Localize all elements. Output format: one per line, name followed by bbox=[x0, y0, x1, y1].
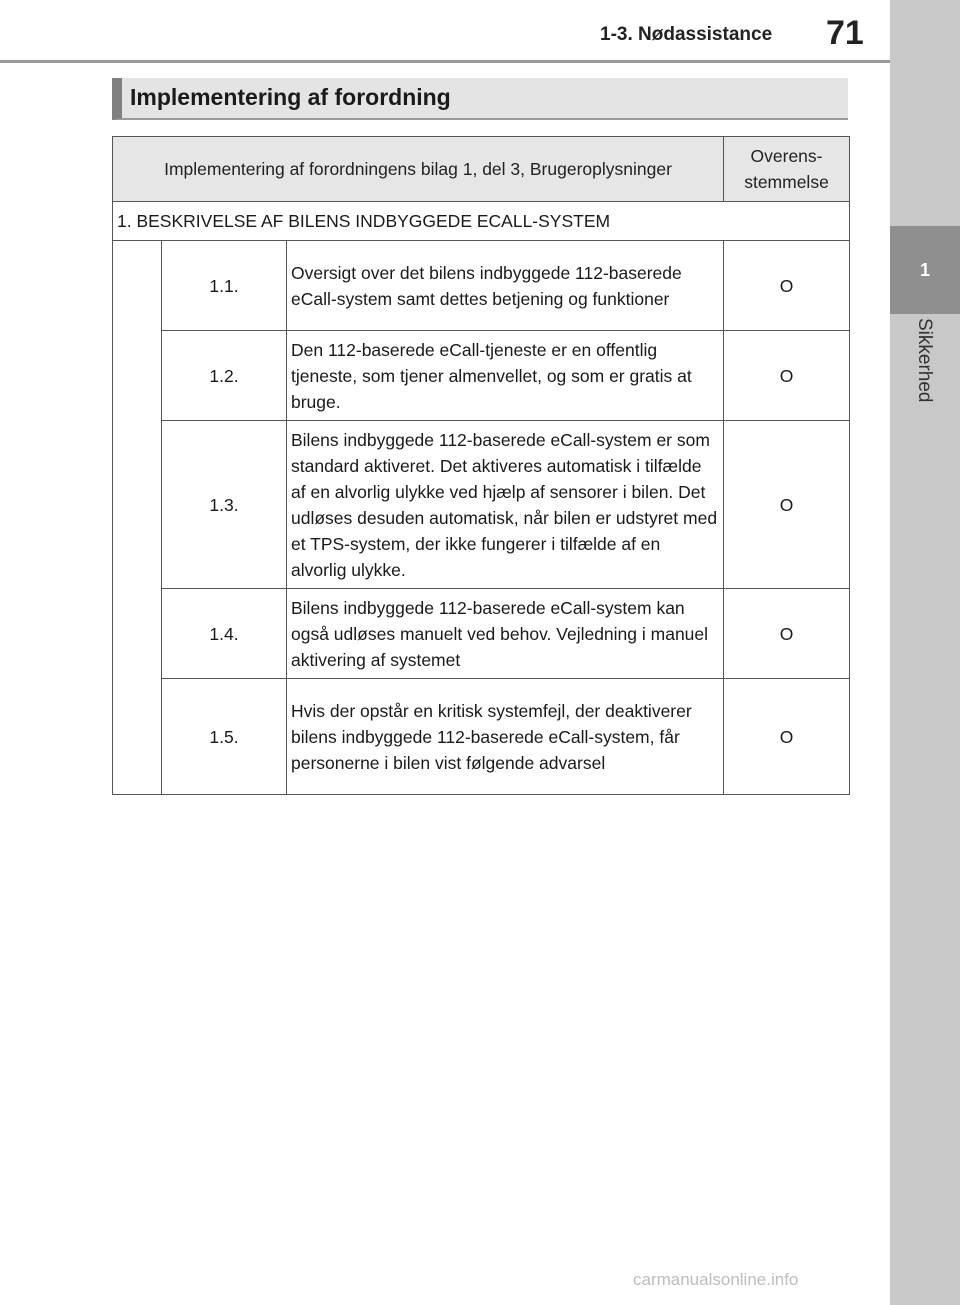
section-row-label: 1. BESKRIVELSE AF BILENS INDBYGGEDE ECALL-SYSTEM bbox=[113, 202, 850, 241]
chapter-sidebar bbox=[890, 0, 960, 1305]
header-divider bbox=[0, 60, 890, 63]
watermark-text: carmanualsonline.info bbox=[633, 1270, 799, 1289]
row-number: 1.1. bbox=[162, 241, 287, 331]
regulation-table bbox=[112, 136, 850, 795]
table-section-row bbox=[113, 202, 850, 241]
row-compliance-mark: O bbox=[724, 589, 850, 679]
table-row bbox=[113, 241, 850, 331]
section-heading: Implementering af forordning bbox=[112, 78, 848, 120]
row-text: Bilens indbyggede 112-baserede eCall-system er som standard aktiveret. Det aktiveres automatisk i tilfælde af en alvorlig ulykke ved hjælp af sensorer i bilen. Det udløses desuden automatisk, når bilen er udstyret med et TPS-system, der ikke fungerer i tilfælde af en alvorlig ulykke. bbox=[287, 421, 724, 589]
table-row bbox=[113, 331, 850, 421]
chapter-number-tab: 1 bbox=[890, 226, 960, 314]
table-row bbox=[113, 421, 850, 589]
row-text: Den 112-baserede eCall-tjeneste er en offentlig tjeneste, som tjener almenvellet, og som er gratis at bruge. bbox=[287, 331, 724, 421]
row-number: 1.5. bbox=[162, 679, 287, 795]
section-title: 1-3. Nødassistance bbox=[600, 24, 773, 45]
chapter-name: Sikkerhed bbox=[914, 318, 935, 403]
row-compliance-mark: O bbox=[724, 421, 850, 589]
row-compliance-mark: O bbox=[724, 241, 850, 331]
row-number: 1.2. bbox=[162, 331, 287, 421]
table-header-row bbox=[113, 137, 850, 202]
row-compliance-mark: O bbox=[724, 679, 850, 795]
page-number: 71 bbox=[826, 14, 864, 52]
row-number: 1.4. bbox=[162, 589, 287, 679]
table-row bbox=[113, 679, 850, 795]
indent-cell bbox=[113, 241, 162, 795]
row-text: Hvis der opstår en kritisk systemfejl, der deaktiverer bilens indbyggede 112-baserede eCall-system, får personerne i bilen vist følgende advarsel bbox=[287, 679, 724, 795]
row-text: Bilens indbyggede 112-baserede eCall-system kan også udløses manuelt ved behov. Vejledning i manuel aktivering af systemet bbox=[287, 589, 724, 679]
column-header-compliance: Overens-stemmelse bbox=[724, 137, 850, 202]
column-header-description: Implementering af forordningens bilag 1, del 3, Brugeroplysninger bbox=[113, 137, 724, 202]
row-compliance-mark: O bbox=[724, 331, 850, 421]
row-number: 1.3. bbox=[162, 421, 287, 589]
table-row bbox=[113, 589, 850, 679]
row-text: Oversigt over det bilens indbyggede 112-baserede eCall-system samt dettes betjening og funktioner bbox=[287, 241, 724, 331]
